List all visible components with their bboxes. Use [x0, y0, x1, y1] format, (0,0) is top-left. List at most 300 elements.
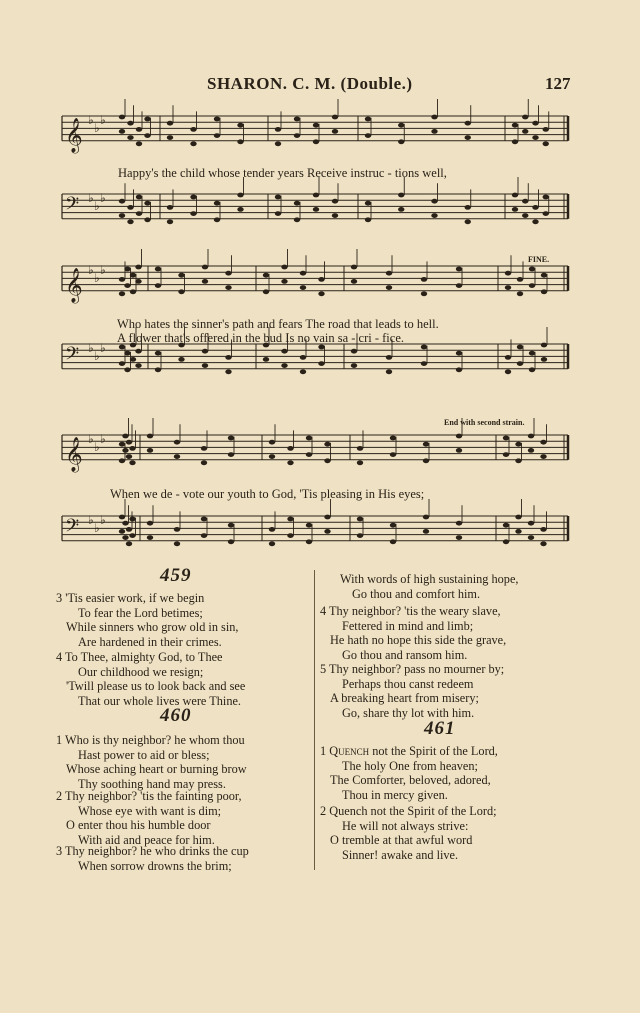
- treble-clef-icon: 𝄞: [65, 117, 83, 153]
- verse-line: The Comforter, beloved, adored,: [330, 773, 491, 788]
- verse-line: Quench not the Spirit of the Lord;: [329, 804, 497, 818]
- note-head: [332, 199, 338, 204]
- note-head: [517, 345, 523, 350]
- treble-clef-icon: 𝄞: [65, 267, 83, 303]
- note-head: [324, 515, 330, 520]
- note-head: [390, 523, 396, 528]
- note-head: [532, 219, 538, 224]
- note-head: [127, 205, 133, 210]
- note-head: [517, 277, 523, 282]
- verse-line: That our whole lives were Thine.: [78, 693, 241, 708]
- verse-line: Go thou and ransom him.: [342, 647, 468, 662]
- flat-icon: ♭: [88, 341, 94, 355]
- verse-line: O tremble at that awful word: [330, 833, 473, 848]
- verse-line: Sinner! awake and live.: [342, 847, 459, 862]
- verse-number: 4: [56, 650, 63, 664]
- note-head: [465, 219, 471, 224]
- verse-line: To Thee, almighty God, to Thee: [65, 650, 223, 664]
- verse-line: When sorrow drowns the brim;: [78, 858, 232, 873]
- note-head: [532, 205, 538, 210]
- note-head: [119, 213, 125, 218]
- note-head: [313, 193, 319, 198]
- note-head: [503, 539, 509, 544]
- note-head: [124, 267, 130, 272]
- note-head: [136, 211, 142, 216]
- note-head: [127, 219, 133, 224]
- note-head: [119, 442, 125, 447]
- verse-line: Go thou and comfort him.: [352, 586, 481, 601]
- note-head: [365, 217, 371, 222]
- note-head: [136, 195, 142, 200]
- note-head: [130, 273, 136, 278]
- note-head: [147, 434, 153, 439]
- verse-line: Whose eye with want is dim;: [78, 803, 222, 818]
- note-head: [281, 279, 287, 284]
- verse: [56, 789, 242, 847]
- note-head: [300, 369, 306, 374]
- flat-icon: ♭: [94, 521, 100, 535]
- note-head: [214, 133, 220, 138]
- note-head: [431, 115, 437, 120]
- note-head: [529, 367, 535, 372]
- note-head: [119, 529, 125, 534]
- note-head: [423, 529, 429, 534]
- note-head: [201, 446, 207, 451]
- note-head: [456, 448, 462, 453]
- note-head: [515, 529, 521, 534]
- note-head: [522, 129, 528, 134]
- note-head: [126, 527, 132, 532]
- note-head: [167, 219, 173, 224]
- note-head: [174, 541, 180, 546]
- note-head: [129, 517, 135, 522]
- note-head: [130, 357, 136, 362]
- note-head: [398, 123, 404, 128]
- note-head: [351, 265, 357, 270]
- verse-line: The holy One from heaven;: [342, 758, 478, 773]
- note-head: [214, 117, 220, 122]
- note-head: [465, 135, 471, 140]
- note-head: [122, 448, 128, 453]
- end-instruction: End with second strain.: [444, 418, 525, 427]
- bass-clef-icon: 𝄢: [65, 193, 80, 219]
- verse-line: Who is thy neighbor? he whom thou: [65, 733, 245, 747]
- note-head: [201, 517, 207, 522]
- verse-line: Hast power to aid or bless;: [78, 747, 210, 762]
- note-head: [294, 201, 300, 206]
- note-head: [505, 369, 511, 374]
- note-head: [281, 349, 287, 354]
- verse-number: 1: [320, 744, 327, 758]
- note-head: [318, 277, 324, 282]
- note-head: [294, 117, 300, 122]
- note-head: [237, 193, 243, 198]
- note-head: [144, 217, 150, 222]
- note-head: [465, 121, 471, 126]
- bass-clef-icon: 𝄢: [65, 343, 80, 369]
- note-head: [155, 267, 161, 272]
- note-head: [503, 452, 509, 457]
- note-head: [515, 442, 521, 447]
- verse-number: 5: [320, 662, 327, 676]
- note-head: [237, 123, 243, 128]
- note-head: [512, 123, 518, 128]
- note-head: [275, 195, 281, 200]
- note-head: [543, 195, 549, 200]
- note-head: [178, 273, 184, 278]
- verse-line: Thy neighbor? 'tis the fainting poor,: [65, 789, 242, 803]
- note-head: [543, 127, 549, 132]
- note-head: [540, 541, 546, 546]
- verse-line: With aid and peace for him.: [78, 832, 215, 847]
- note-head: [306, 452, 312, 457]
- verse-line: Thy soothing hand may press.: [78, 776, 226, 791]
- verse: [56, 844, 249, 873]
- verse: [320, 804, 497, 862]
- note-head: [190, 127, 196, 132]
- note-head: [540, 454, 546, 459]
- note-head: [202, 363, 208, 368]
- note-head: [540, 527, 546, 532]
- hymn-number: 459: [160, 565, 192, 586]
- note-head: [237, 139, 243, 144]
- flat-icon: ♭: [94, 349, 100, 363]
- note-head: [421, 345, 427, 350]
- note-head: [119, 361, 125, 366]
- note-head: [130, 289, 136, 294]
- note-head: [456, 434, 462, 439]
- note-head: [365, 133, 371, 138]
- note-head: [357, 533, 363, 538]
- verse-number: 2: [320, 804, 327, 818]
- note-head: [456, 283, 462, 288]
- note-head: [167, 121, 173, 126]
- note-head: [147, 448, 153, 453]
- note-head: [512, 193, 518, 198]
- note-head: [386, 355, 392, 360]
- note-head: [357, 460, 363, 465]
- note-head: [515, 458, 521, 463]
- note-head: [269, 454, 275, 459]
- note-head: [281, 363, 287, 368]
- note-head: [127, 121, 133, 126]
- note-head: [541, 343, 547, 348]
- note-head: [126, 440, 132, 445]
- note-head: [324, 529, 330, 534]
- note-head: [124, 283, 130, 288]
- note-head: [214, 217, 220, 222]
- note-head: [421, 361, 427, 366]
- note-head: [465, 205, 471, 210]
- verse-line: 'Tis easier work, if we begin: [65, 591, 205, 605]
- lyric-line: A flower that's offered in the bud Is no vain sa - cri - fice.: [117, 331, 404, 345]
- verse: [320, 604, 506, 662]
- note-head: [127, 135, 133, 140]
- note-head: [398, 139, 404, 144]
- verse-line: O enter thou his humble door: [66, 818, 211, 833]
- note-head: [119, 115, 125, 120]
- note-head: [390, 452, 396, 457]
- verse-line: not the Spirit of the Lord,: [369, 744, 498, 758]
- flat-icon: ♭: [88, 263, 94, 277]
- note-head: [202, 265, 208, 270]
- note-head: [300, 271, 306, 276]
- note-head: [541, 273, 547, 278]
- note-head: [306, 436, 312, 441]
- note-head: [423, 442, 429, 447]
- note-head: [306, 523, 312, 528]
- note-head: [324, 442, 330, 447]
- note-head: [190, 141, 196, 146]
- note-head: [529, 267, 535, 272]
- lyric-line: When we de - vote our youth to God, 'Tis pleasing in His eyes;: [110, 487, 425, 501]
- flat-icon: ♭: [94, 121, 100, 135]
- note-head: [144, 201, 150, 206]
- verse-line: 'Twill please us to look back and see: [66, 679, 246, 694]
- page-number: 127: [545, 74, 571, 93]
- note-head: [543, 141, 549, 146]
- note-head: [119, 458, 125, 463]
- note-head: [365, 201, 371, 206]
- verse: [320, 744, 498, 802]
- flat-icon: ♭: [88, 191, 94, 205]
- note-head: [281, 265, 287, 270]
- note-head: [287, 446, 293, 451]
- note-head: [528, 434, 534, 439]
- note-head: [119, 129, 125, 134]
- flat-icon: ♭: [88, 432, 94, 446]
- verse-number: 2: [56, 789, 63, 803]
- flat-icon: ♭: [100, 341, 106, 355]
- verse: [56, 591, 238, 649]
- note-head: [332, 115, 338, 120]
- note-head: [119, 199, 125, 204]
- verse-line: Are hardened in their crimes.: [78, 634, 222, 649]
- note-head: [135, 279, 141, 284]
- note-head: [529, 283, 535, 288]
- verse-line: Thou in mercy given.: [342, 787, 448, 802]
- note-head: [275, 127, 281, 132]
- note-head: [351, 363, 357, 368]
- note-head: [505, 285, 511, 290]
- tune-title: SHARON. C. M. (Double.): [207, 74, 413, 93]
- note-head: [269, 541, 275, 546]
- verse-line: With words of high sustaining hope,: [340, 572, 519, 586]
- note-head: [515, 515, 521, 520]
- verse-line: Thy neighbor? pass no mourner by;: [329, 662, 505, 676]
- note-head: [423, 458, 429, 463]
- note-head: [124, 351, 130, 356]
- note-head: [155, 351, 161, 356]
- note-head: [503, 523, 509, 528]
- note-head: [365, 117, 371, 122]
- note-head: [318, 291, 324, 296]
- bass-clef-icon: 𝄢: [65, 515, 80, 541]
- note-head: [287, 533, 293, 538]
- note-head: [386, 271, 392, 276]
- note-head: [431, 129, 437, 134]
- note-head: [167, 135, 173, 140]
- note-head: [136, 141, 142, 146]
- verse: [56, 650, 245, 708]
- verse: [320, 662, 504, 720]
- verse-line: Our childhood we resign;: [78, 664, 204, 679]
- note-head: [386, 285, 392, 290]
- note-head: [201, 533, 207, 538]
- note-head: [541, 289, 547, 294]
- note-head: [522, 199, 528, 204]
- verse-line: While sinners who grow old in sin,: [66, 620, 239, 635]
- verse-line: Thy neighbor? he who drinks the cup: [65, 844, 249, 858]
- note-head: [505, 355, 511, 360]
- note-head: [129, 446, 135, 451]
- note-head: [174, 454, 180, 459]
- note-head: [300, 285, 306, 290]
- note-head: [190, 211, 196, 216]
- note-head: [225, 369, 231, 374]
- note-head: [541, 357, 547, 362]
- hymn-number: 461: [424, 718, 456, 739]
- note-head: [126, 454, 132, 459]
- note-head: [456, 267, 462, 272]
- flat-icon: ♭: [94, 199, 100, 213]
- note-head: [503, 436, 509, 441]
- note-head: [167, 205, 173, 210]
- note-head: [431, 199, 437, 204]
- flat-icon: ♭: [100, 191, 106, 205]
- note-head: [522, 213, 528, 218]
- note-head: [421, 277, 427, 282]
- note-head: [351, 279, 357, 284]
- verse-number: 3: [56, 591, 63, 605]
- hymn-number: 460: [160, 705, 192, 726]
- column-divider: [314, 570, 315, 870]
- note-head: [517, 291, 523, 296]
- note-head: [313, 123, 319, 128]
- note-head: [122, 535, 128, 540]
- note-head: [119, 291, 125, 296]
- flat-icon: ♭: [94, 440, 100, 454]
- flat-icon: ♭: [100, 432, 106, 446]
- note-head: [147, 521, 153, 526]
- note-head: [543, 211, 549, 216]
- note-head: [144, 117, 150, 122]
- verse-continued: [330, 572, 518, 601]
- note-head: [505, 271, 511, 276]
- note-head: [144, 133, 150, 138]
- note-head: [287, 517, 293, 522]
- verse-line: Go, share thy lot with him.: [342, 705, 475, 720]
- note-head: [178, 357, 184, 362]
- note-head: [522, 115, 528, 120]
- note-head: [456, 351, 462, 356]
- note-head: [136, 127, 142, 132]
- note-head: [456, 535, 462, 540]
- verse-line: He hath no hope this side the grave,: [330, 633, 507, 648]
- note-head: [202, 279, 208, 284]
- lyric-line: Who hates the sinner's path and fears The road that leads to hell.: [117, 317, 439, 331]
- lyric-line: Happy's the child whose tender years Receive instruc - tions well,: [118, 166, 447, 180]
- verse-number: 4: [320, 604, 327, 618]
- note-head: [135, 363, 141, 368]
- flat-icon: ♭: [88, 113, 94, 127]
- note-head: [201, 460, 207, 465]
- flat-icon: ♭: [88, 513, 94, 527]
- note-head: [332, 213, 338, 218]
- note-head: [324, 458, 330, 463]
- note-head: [174, 440, 180, 445]
- note-head: [287, 460, 293, 465]
- note-head: [228, 539, 234, 544]
- note-head: [300, 355, 306, 360]
- note-head: [390, 539, 396, 544]
- note-head: [386, 369, 392, 374]
- flat-icon: ♭: [94, 271, 100, 285]
- note-head: [532, 135, 538, 140]
- note-head: [512, 207, 518, 212]
- note-head: [431, 213, 437, 218]
- note-head: [263, 357, 269, 362]
- note-head: [135, 265, 141, 270]
- note-head: [532, 121, 538, 126]
- note-head: [294, 133, 300, 138]
- note-head: [269, 440, 275, 445]
- note-head: [540, 440, 546, 445]
- note-head: [512, 139, 518, 144]
- flat-icon: ♭: [100, 513, 106, 527]
- note-head: [174, 527, 180, 532]
- note-head: [318, 361, 324, 366]
- verse-line: He will not always strive:: [342, 818, 469, 833]
- note-head: [332, 129, 338, 134]
- note-head: [528, 535, 534, 540]
- verse-line: A breaking heart from misery;: [330, 691, 479, 706]
- note-head: [528, 448, 534, 453]
- note-head: [517, 361, 523, 366]
- note-head: [456, 367, 462, 372]
- verse-line: Whose aching heart or burning brow: [66, 762, 247, 777]
- first-word: Quench: [329, 744, 370, 758]
- note-head: [122, 434, 128, 439]
- note-head: [313, 207, 319, 212]
- fine-label: FINE.: [528, 255, 550, 264]
- note-head: [124, 367, 130, 372]
- note-head: [237, 207, 243, 212]
- verse-line: Thy neighbor? 'tis the weary slave,: [329, 604, 501, 618]
- note-head: [529, 351, 535, 356]
- note-head: [202, 349, 208, 354]
- note-head: [423, 515, 429, 520]
- note-head: [126, 541, 132, 546]
- note-head: [357, 517, 363, 522]
- note-head: [119, 515, 125, 520]
- note-head: [456, 521, 462, 526]
- note-head: [263, 273, 269, 278]
- note-head: [129, 533, 135, 538]
- note-head: [228, 452, 234, 457]
- note-head: [225, 355, 231, 360]
- note-head: [294, 217, 300, 222]
- note-head: [306, 539, 312, 544]
- note-head: [155, 283, 161, 288]
- note-head: [390, 436, 396, 441]
- note-head: [225, 285, 231, 290]
- verse-number: 3: [56, 844, 63, 858]
- verse-line: Fettered in mind and limb;: [342, 618, 474, 633]
- note-head: [528, 521, 534, 526]
- flat-icon: ♭: [100, 113, 106, 127]
- treble-clef-icon: 𝄞: [65, 436, 83, 472]
